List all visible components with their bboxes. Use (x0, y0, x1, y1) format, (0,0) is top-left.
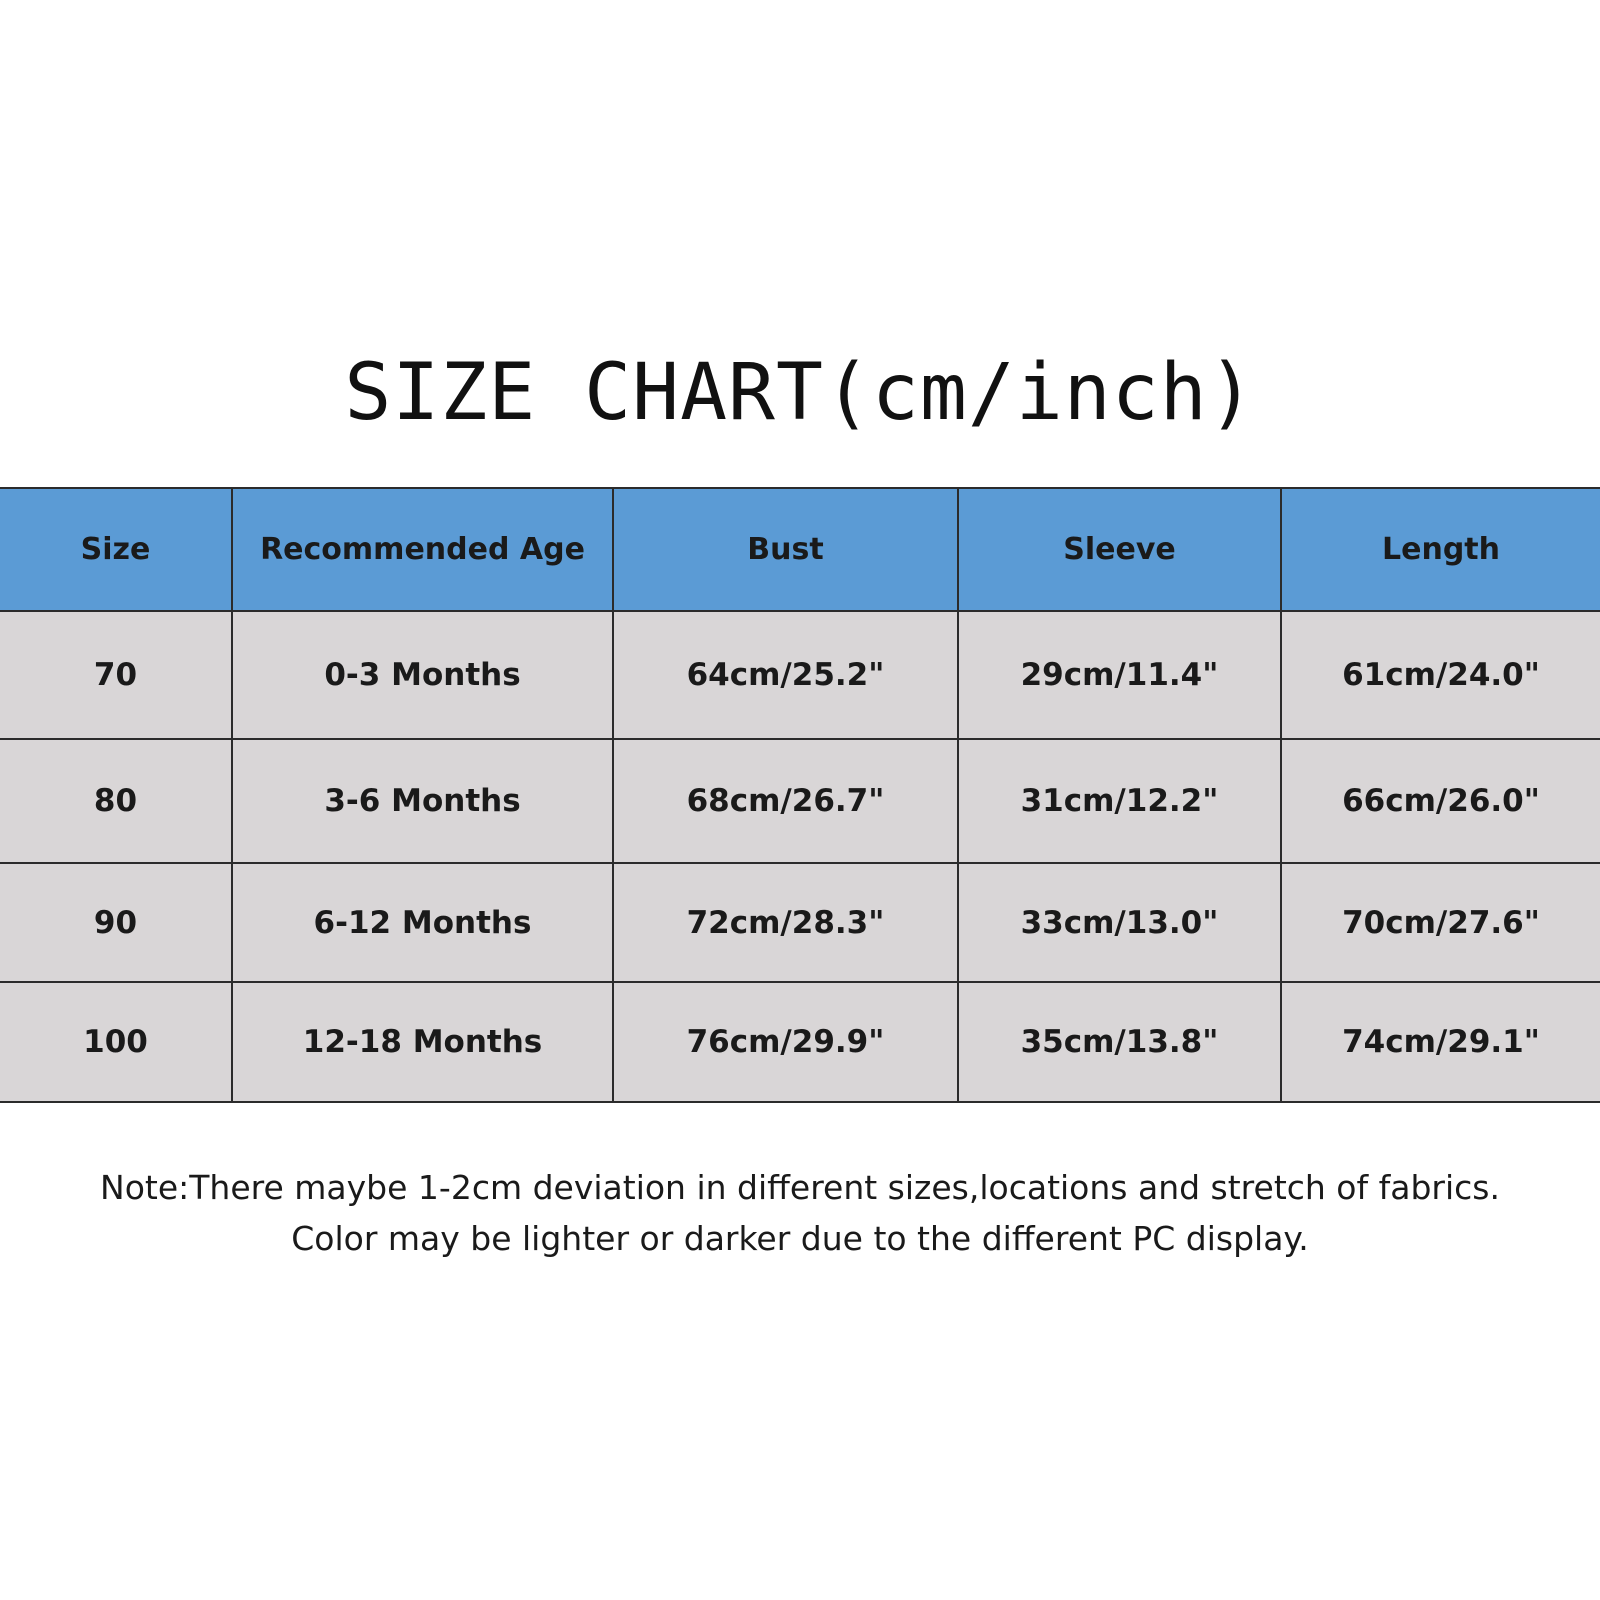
cell-size: 80 (0, 739, 232, 863)
header-sleeve: Sleeve (958, 488, 1281, 611)
table-row (0, 611, 1600, 739)
cell-size: 70 (0, 611, 232, 739)
cell-sleeve: 35cm/13.8" (958, 982, 1281, 1102)
cell-length: 66cm/26.0" (1281, 739, 1600, 863)
cell-length: 70cm/27.6" (1281, 863, 1600, 982)
cell-recommended-age: 3-6 Months (232, 739, 613, 863)
cell-length: 74cm/29.1" (1281, 982, 1600, 1102)
header-recommended-age: Recommended Age (232, 488, 613, 611)
cell-sleeve: 31cm/12.2" (958, 739, 1281, 863)
cell-recommended-age: 6-12 Months (232, 863, 613, 982)
cell-length: 61cm/24.0" (1281, 611, 1600, 739)
table-row (0, 863, 1600, 982)
deviation-note (0, 1162, 1600, 1264)
table-row (0, 739, 1600, 863)
cell-recommended-age: 12-18 Months (232, 982, 613, 1102)
note-line-1: Note:There maybe 1-2cm deviation in different sizes,locations and stretch of fabrics. (100, 1168, 1500, 1207)
size-chart-table (0, 487, 1600, 1103)
cell-bust: 68cm/26.7" (613, 739, 958, 863)
header-bust: Bust (613, 488, 958, 611)
table-row (0, 982, 1600, 1102)
cell-bust: 76cm/29.9" (613, 982, 958, 1102)
cell-size: 100 (0, 982, 232, 1102)
note-line-2: Color may be lighter or darker due to the different PC display. (291, 1219, 1309, 1258)
cell-bust: 64cm/25.2" (613, 611, 958, 739)
cell-sleeve: 33cm/13.0" (958, 863, 1281, 982)
header-length: Length (1281, 488, 1600, 611)
page-title: SIZE CHART(cm/inch) (344, 348, 1256, 438)
table-header-row (0, 488, 1600, 611)
cell-sleeve: 29cm/11.4" (958, 611, 1281, 739)
cell-recommended-age: 0-3 Months (232, 611, 613, 739)
header-size: Size (0, 488, 232, 611)
cell-bust: 72cm/28.3" (613, 863, 958, 982)
cell-size: 90 (0, 863, 232, 982)
